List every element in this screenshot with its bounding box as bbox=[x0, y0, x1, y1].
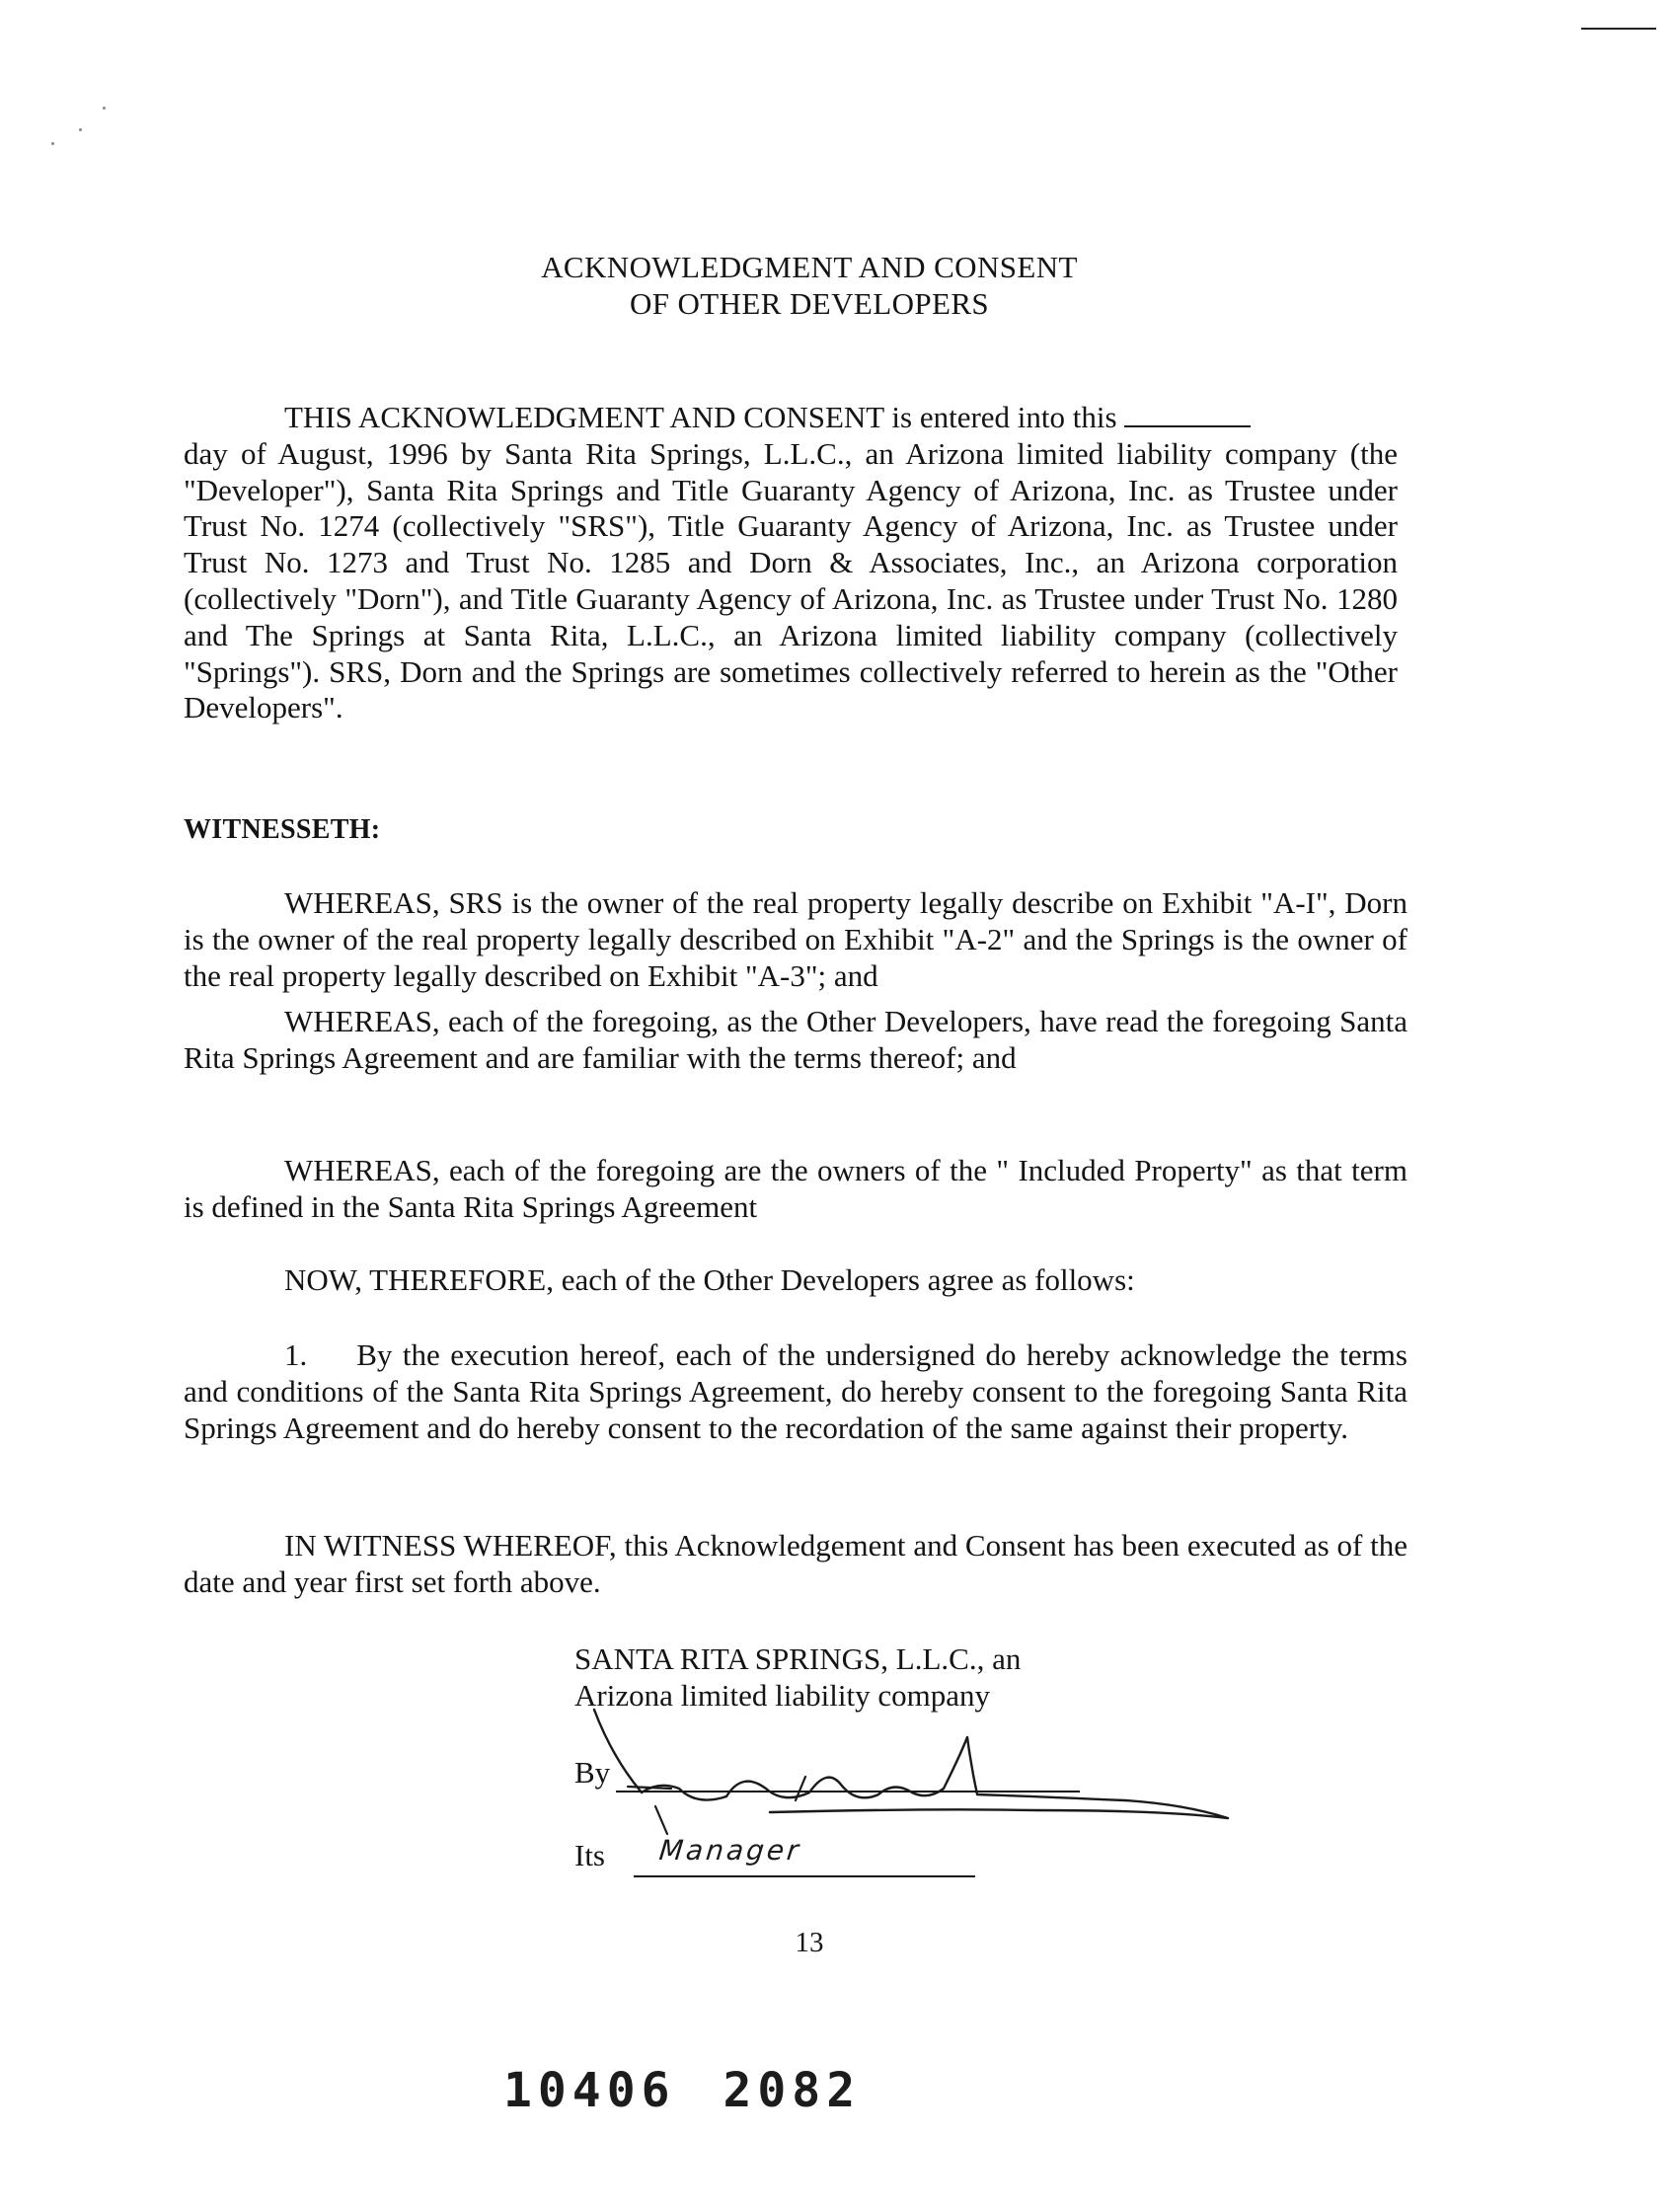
corner-scan-mark bbox=[1581, 28, 1656, 30]
whereas-3-text: WHEREAS, each of the foregoing are the owners of the " Included Property" as that term is defined in the Santa Rita Springs Agreement bbox=[184, 1153, 1408, 1224]
its-title-rule bbox=[634, 1875, 975, 1877]
in-witness-text: IN WITNESS WHEREOF, this Acknowledgement and Consent has been executed as of the date and year first set forth above. bbox=[184, 1528, 1408, 1599]
by-label: By bbox=[574, 1755, 611, 1790]
scan-speck bbox=[79, 128, 82, 131]
intro-body-text: day of August, 1996 by Santa Rita Springs, L.L.C., an Arizona limited liability company (the "Developer"), Santa Rita Springs and Title Guaranty Agency of Arizona, Inc. as Trustee under Trust No. 1274 (collectively "SRS"), Title Guaranty Agency of Arizona, Inc. as Trustee under Trust No. 1273 and Trust No. 1285 and Dorn & Associates, Inc., an Arizona corporation (collectively "Dorn"), and Title Guaranty Agency of Arizona, Inc. as Trustee under Trust No. 1280 and The Springs at Santa Rita, L.L.C., an Arizona limited liability company (collectively "Springs"). SRS, Dorn and the Springs are sometimes collectively referred to herein as the "Other Developers". bbox=[184, 435, 1398, 725]
its-handwritten-title: Manager bbox=[657, 1834, 803, 1867]
numbered-item-1 bbox=[184, 1337, 1408, 1446]
now-therefore-text: NOW, THEREFORE, each of the Other Developers agree as follows: bbox=[284, 1262, 1135, 1297]
scan-speck bbox=[103, 107, 106, 110]
whereas-1-text: WHEREAS, SRS is the owner of the real property legally describe on Exhibit "A-I", Dorn is the owner of the real property legally described on Exhibit "A-2" and the Springs is the owner of the real property legally described on Exhibit "A-3"; and bbox=[184, 885, 1408, 993]
witnesseth-heading: WITNESSETH: bbox=[184, 814, 381, 845]
handwritten-signature bbox=[572, 1698, 1244, 1856]
item-1-text: By the execution hereof, each of the undersigned do hereby acknowledge the terms and conditions of the Santa Rita Springs Agreement, do hereby consent to the foregoing Santa Rita Springs Agreement and do hereby consent to the recordation of the same against their property. bbox=[184, 1337, 1408, 1445]
whereas-paragraph-3 bbox=[184, 1153, 1408, 1226]
whereas-paragraph-2 bbox=[184, 1004, 1408, 1077]
document-title-line-1: ACKNOWLEDGMENT AND CONSENT bbox=[541, 250, 1078, 284]
whereas-2-text: WHEREAS, each of the foregoing, as the Other Developers, have read the foregoing Santa Rita Springs Agreement and are familiar with the terms thereof; and bbox=[184, 1004, 1408, 1075]
document-title-line-2: OF OTHER DEVELOPERS bbox=[629, 286, 990, 321]
signature-entity-line-2: Arizona limited liability company bbox=[574, 1678, 990, 1713]
date-blank-line bbox=[1124, 404, 1251, 427]
page-number: 13 bbox=[795, 1927, 824, 1958]
its-label: Its bbox=[574, 1838, 605, 1872]
signature-entity-line-1: SANTA RITA SPRINGS, L.L.C., an bbox=[574, 1641, 1022, 1676]
whereas-paragraph-1 bbox=[184, 885, 1408, 994]
stamp-page-number: 2082 bbox=[723, 2063, 862, 2118]
intro-paragraph bbox=[184, 400, 1408, 726]
signature-its-line bbox=[574, 1834, 989, 1887]
scan-speck bbox=[51, 142, 54, 145]
now-therefore-paragraph bbox=[184, 1262, 1408, 1299]
stamp-docket-number: 10406 bbox=[503, 2063, 676, 2118]
in-witness-paragraph bbox=[184, 1528, 1408, 1601]
intro-lead-text: THIS ACKNOWLEDGMENT AND CONSENT is entered into this bbox=[284, 400, 1117, 434]
recording-stamp-number bbox=[503, 2063, 861, 2118]
item-1-number: 1. bbox=[284, 1337, 308, 1372]
